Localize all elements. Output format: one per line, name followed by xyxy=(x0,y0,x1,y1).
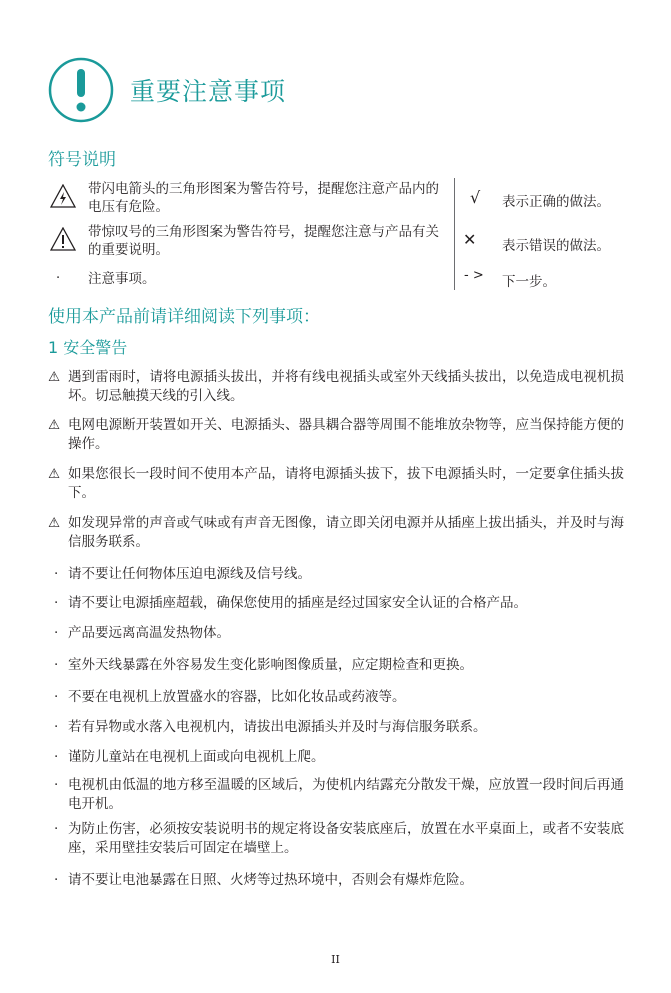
cross-text: 表示错误的做法。 xyxy=(502,238,610,254)
usage-heading: 使用本产品前请详细阅读下列事项： xyxy=(48,307,320,327)
dot-icon: · xyxy=(56,271,61,286)
safety-item xyxy=(48,514,624,554)
safety-item-text: 请不要让任何物体压迫电源线及信号线。 xyxy=(68,566,311,582)
safety-item xyxy=(48,718,624,738)
dot-icon: · xyxy=(54,657,59,673)
dot-icon: · xyxy=(54,566,59,582)
safety-item-text: 如果您很长一段时间不使用本产品，请将电源插头拔下，拔下电源插头时，一定要拿住插头拔下。 xyxy=(68,466,624,501)
dot-icon: · xyxy=(54,625,59,641)
safety-item xyxy=(48,565,624,585)
arrow-text: 下一步。 xyxy=(502,274,556,290)
lightning-triangle-icon xyxy=(50,184,76,208)
safety-item-text: 电网电源断开装置如开关、电源插头、器具耦合器等周围不能堆放杂物等，应当保持能方便的操作。 xyxy=(68,417,624,452)
exclamation-circle-icon xyxy=(48,57,114,123)
symbol-row-dot xyxy=(48,270,448,290)
dot-icon: · xyxy=(54,595,59,611)
safety-item-text: 室外天线暴露在外容易发生变化影响图像质量，应定期检查和更换。 xyxy=(68,657,473,673)
warning-icon: ⚠ xyxy=(48,369,61,385)
check-text: 表示正确的做法。 xyxy=(502,194,610,210)
warning-icon: ⚠ xyxy=(48,515,61,531)
safety-item xyxy=(48,748,624,768)
symbol-row-lightning xyxy=(48,180,448,220)
safety-item xyxy=(48,624,624,644)
safety-item-text: 若有异物或水落入电视机内，请拔出电源插头并及时与海信服务联系。 xyxy=(68,719,487,735)
warning-icon: ⚠ xyxy=(48,466,61,482)
safety-heading: 1 安全警告 xyxy=(48,338,128,357)
safety-item xyxy=(48,776,624,816)
safety-item-text: 不要在电视机上放置盛水的容器，比如化妆品或药液等。 xyxy=(68,689,406,705)
safety-item-text: 遇到雷雨时，请将电源插头拔出，并将有线电视插头或室外天线插头拔出，以免造成电视机损坏。切忌触摸天线的引入线。 xyxy=(68,369,624,404)
safety-item-text: 谨防儿童站在电视机上面或向电视机上爬。 xyxy=(68,749,325,765)
exclamation-triangle-icon xyxy=(50,227,76,251)
safety-item-text: 电视机由低温的地方移至温暖的区域后，为使机内结露充分散发干燥，应放置一段时间后再通电开机。 xyxy=(68,777,624,812)
dot-icon: · xyxy=(54,749,59,765)
page-number: II xyxy=(331,953,340,966)
safety-item-text: 请不要让电源插座超载，确保您使用的插座是经过国家安全认证的合格产品。 xyxy=(68,595,527,611)
safety-item xyxy=(48,656,624,676)
page-title: 重要注意事项 xyxy=(130,77,287,106)
divider xyxy=(454,178,455,290)
safety-item xyxy=(48,871,624,891)
safety-item xyxy=(48,416,624,456)
safety-item xyxy=(48,465,624,505)
arrow-icon: - > xyxy=(464,268,484,283)
dot-icon: · xyxy=(54,777,59,793)
safety-item-text: 如发现异常的声音或气味或有声音无图像，请立即关闭电源并从插座上拔出插头，并及时与海信服务联系。 xyxy=(68,515,624,550)
safety-item-text: 请不要让电池暴露在日照、火烤等过热环境中，否则会有爆炸危险。 xyxy=(68,872,473,888)
dot-icon: · xyxy=(54,719,59,735)
safety-item xyxy=(48,820,624,860)
check-icon: √ xyxy=(470,188,481,207)
safety-item-text: 为防止伤害，必须按安装说明书的规定将设备安装底座后，放置在水平桌面上，或者不安装底座，采用壁挂安装后可固定在墙壁上。 xyxy=(68,821,624,856)
symbol-row-exclamation xyxy=(48,223,448,263)
symbol-exclamation-text: 带惊叹号的三角形图案为警告符号，提醒您注意与产品有关的重要说明。 xyxy=(88,224,439,258)
symbol-dot-text: 注意事项。 xyxy=(88,271,156,287)
dot-icon: · xyxy=(54,821,59,837)
safety-item xyxy=(48,688,624,708)
dot-icon: · xyxy=(54,689,59,705)
safety-item xyxy=(48,594,624,614)
symbol-lightning-text: 带闪电箭头的三角形图案为警告符号，提醒您注意产品内的电压有危险。 xyxy=(88,181,439,215)
symbols-heading: 符号说明 xyxy=(48,150,116,170)
dot-icon: · xyxy=(54,872,59,888)
safety-item xyxy=(48,368,624,408)
cross-icon: ✕ xyxy=(463,230,477,249)
safety-item-text: 产品要远离高温发热物体。 xyxy=(68,625,230,641)
warning-icon: ⚠ xyxy=(48,417,61,433)
